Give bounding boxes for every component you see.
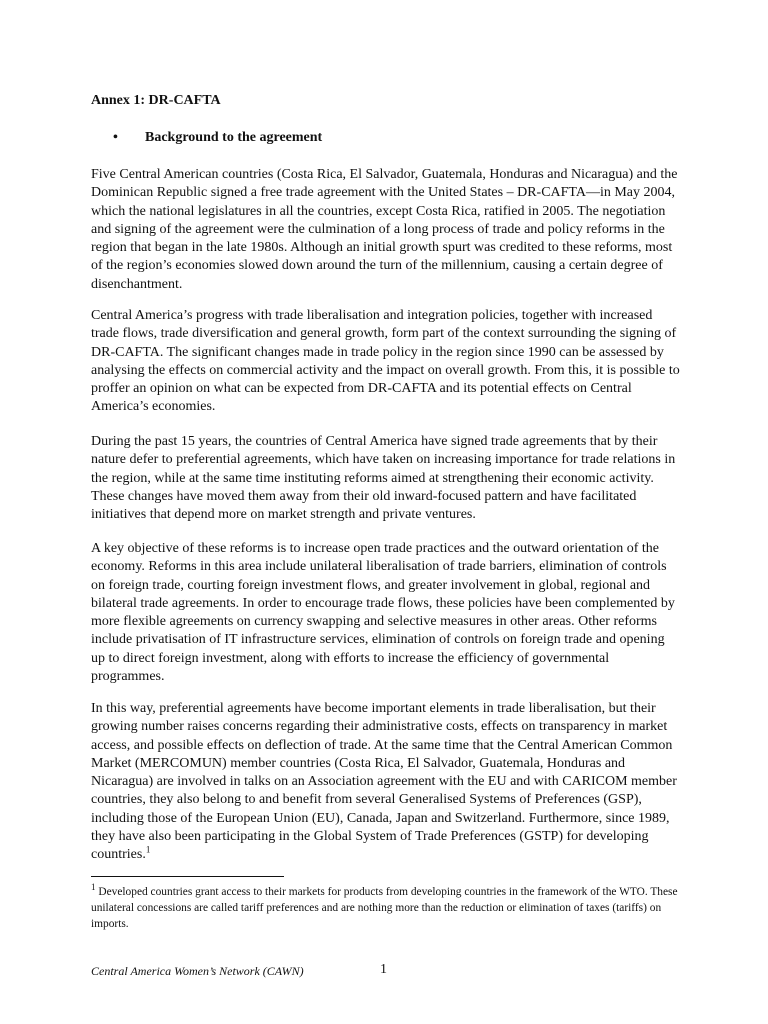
page-number: 1 [380, 962, 387, 977]
annex-heading: Annex 1: DR-CAFTA [91, 93, 221, 108]
paragraph-text: In this way, preferential agreements have become important elements in trade liberalisation, but their growing number raises concerns regarding their administrative costs, effects on transparency in market access, and possible effects on deflection of trade. At the same time that the Central American Common Market (MERCOMUN) member countries (Costa Rica, El Salvador, Guatemala, Honduras and Nicaragua) are involved in talks on an Association agreement with the EU and with CARICOM member countries, they also belong to and benefit from several Generalised Systems of Preferences (GSP), including those of the European Union (EU), Canada, Japan and Switzerland. Furthermore, since 1989, they have also been participating in the Global System of Trade Preferences (GSTP) for developing countries. [91, 701, 677, 863]
footnote-separator [91, 876, 284, 877]
paragraph: A key objective of these reforms is to increase open trade practices and the outward orientation of the economy. Reforms in this area include unilateral liberalisation of trade barriers, elimination of controls on foreign trade, courting foreign investment flows, and greater involvement in global, regional and bilateral trade agreements. In order to encourage trade flows, these policies have been complemented by more flexible agreements on currency swapping and selective measures in other areas. Other reforms include privatisation of IT infrastructure services, elimination of controls on foreign trade and opening up to direct foreign investment, along with efforts to increase the efficiency of governmental programmes. [91, 541, 675, 685]
paragraph: Central America’s progress with trade liberalisation and integration policies, together with increased trade flows, trade diversification and general growth, form part of the context surrounding the signing of DR-CAFTA. The significant changes made in trade policy in the region since 1990 can be assessed by analysing the effects on commercial activity and the impact on overall growth. From this, it is possible to proffer an opinion on what can be expected from DR-CAFTA and its potential effects on Central America’s economies. [91, 308, 680, 415]
footnote [91, 884, 681, 932]
footnote-reference[interactable]: 1 [145, 844, 151, 855]
paragraph: During the past 15 years, the countries of Central America have signed trade agreements that by their nature defer to preferential agreements, which have taken on increasing importance for trade relations in the region, while at the same time instituting reforms aimed at strengthening their economic activity. These changes have moved them away from their old inward-focused pattern and have facilitated initiatives that depend more on market strength and private ventures. [91, 434, 676, 523]
footnote-text: Developed countries grant access to their markets for products from developing countries in the framework of the WTO. These unilateral concessions are called tariff preferences and are nothing more than the reduction or elimination of taxes (tariffs) on imports. [91, 886, 678, 930]
bullet-icon: • [113, 130, 118, 145]
paragraph-with-footnote-ref [91, 700, 681, 865]
page-footer: Central America Women’s Network (CAWN) [91, 964, 304, 978]
subheading-text: Background to the agreement [145, 130, 323, 145]
section-subheading [113, 129, 322, 147]
document-page [91, 0, 681, 1024]
footnote-marker: 1 [91, 882, 96, 893]
paragraph: Five Central American countries (Costa Rica, El Salvador, Guatemala, Honduras and Nicaragua) and the Dominican Republic signed a free trade agreement with the United States – DR-CAFTA—in May 2004, which the national legislatures in all the countries, except Costa Rica, ratified in 2005. The negotiation and signing of the agreement were the culmination of a long process of trade and policy reforms in the region that began in the late 1980s. Although an initial growth spurt was credited to these reforms, most of the region’s economies slowed down around the turn of the millennium, causing a certain degree of disenchantment. [91, 167, 678, 292]
